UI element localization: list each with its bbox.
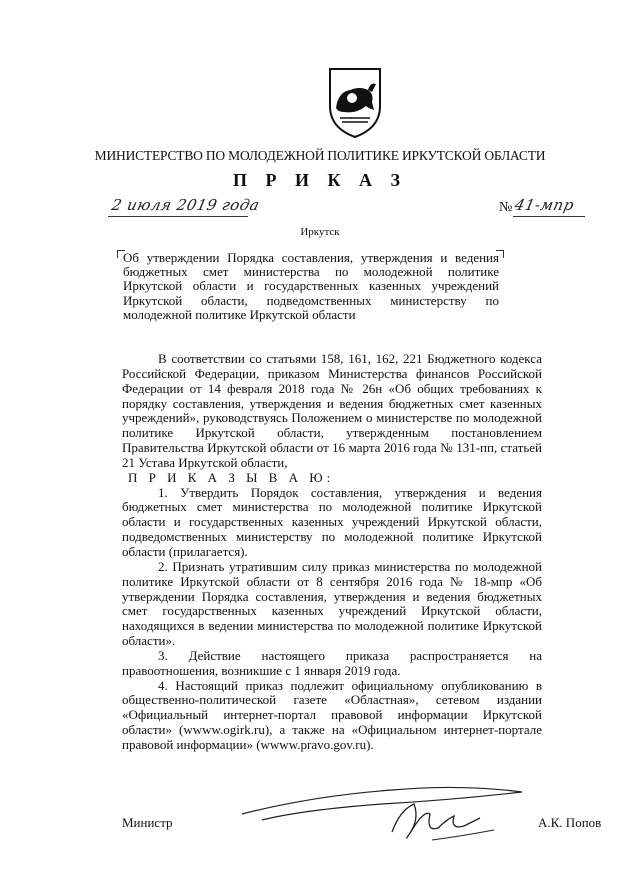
date-underline [108, 216, 248, 217]
preamble: В соответствии со статьями 158, 161, 162, 221 Бюджетного кодекса Российской Федерации, приказом Министерства финансов Российской Федерации от 14 февраля 2018 года № 26н «Об общих требованиях к порядку составления, утверждения и ведения бюджетных смет казенных учреждений», руководствуясь Положением о министерстве по молодежной политике Иркутской области, утвержденным постановлением Правительства Иркутской области от 16 марта 2016 года № 131-пп, статьей 21 Устава Иркутской области, [122, 351, 542, 470]
orders-word: П Р И К А З Ы В А Ю: [128, 469, 335, 485]
order-subject: Об утверждении Порядка составления, утверждения и ведения бюджетных смет министерства по молодежной политике Иркутской области и государственных казенных учреждений Иркутской области, подведомственных министерству по молодежной политике Иркутской области [123, 250, 499, 322]
order-item-3: 3. Действие настоящего приказа распространяется на правоотношения, возникшие с 1 января 2019 года. [122, 647, 542, 678]
order-item-2: 2. Признать утратившим силу приказ министерства по молодежной политике Иркутской области от 8 сентября 2016 года № 18-мпр «Об утверждении Порядка составления, утверждения и ведения бюджетных смет государственных казенных учреждений Иркутской области, находящихся в ведении министерства по молодежной политике Иркутской области». [122, 558, 542, 649]
minister-title: Министр [122, 815, 173, 830]
signature-image [232, 770, 532, 845]
city: Иркутск [300, 226, 340, 238]
order-body [122, 352, 542, 753]
minister-name: А.К. Попов [538, 815, 602, 830]
order-title: П Р И К А З [232, 170, 408, 190]
order-item-1: 1. Утвердить Порядок составления, утверждения и ведения бюджетных смет министерства по молодежной политике Иркутской области и государственных казенных учреждений Иркутской области, подведомственных министерству по молодежной политике Иркутской области (прилагается). [122, 484, 542, 559]
number-underline [513, 216, 585, 217]
handwritten-date: 2 июля 2019 года [110, 196, 262, 214]
coat-of-arms-icon [326, 66, 384, 140]
ministry-name: МИНИСТЕРСТВО ПО МОЛОДЕЖНОЙ ПОЛИТИКЕ ИРКУТСКОЙ ОБЛАСТИ [94, 148, 546, 163]
number-label: № [499, 200, 513, 215]
handwritten-number: 41-мпр [513, 196, 576, 214]
order-item-4: 4. Настоящий приказ подлежит официальному опубликованию в общественно-политической газете «Областная», сетевом издании «Официальный интернет-портал правовой информации Иркутской области» (wwww.ogirk.ru), а также на «Официальном интернет-портале правовой информации» (wwww.pravo.gov.ru). [122, 677, 542, 752]
